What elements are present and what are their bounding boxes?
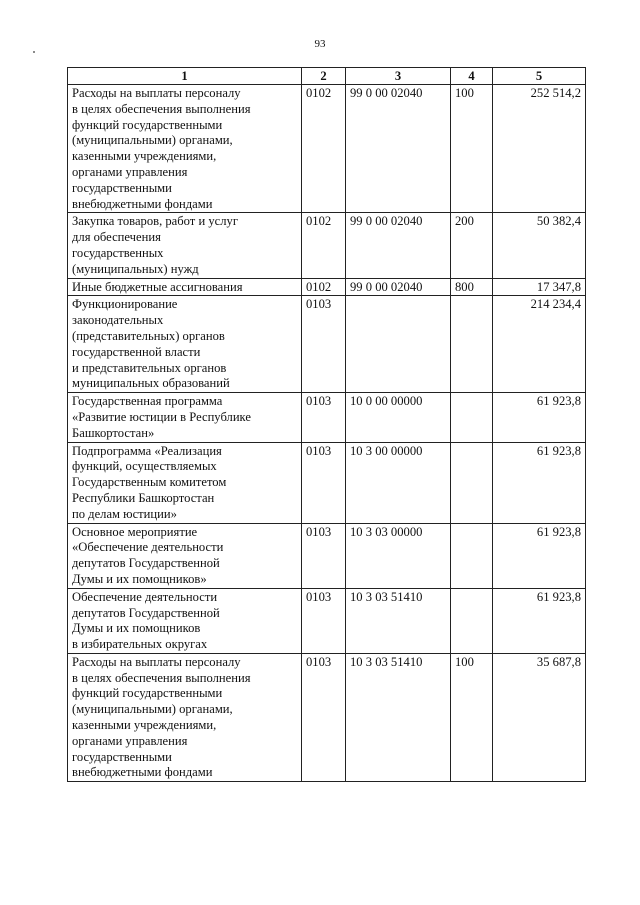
page-number: 93 — [314, 38, 326, 50]
row-target-code: 10 3 03 00000 — [346, 523, 451, 588]
row-section-code: 0102 — [302, 213, 346, 278]
table-row — [68, 523, 586, 588]
row-name: Подпрограмма «Реализация функций, осуществляемых Государственным комитетом Республики Башкортостан по делам юстиции» — [68, 442, 302, 523]
row-section-code: 0103 — [302, 588, 346, 653]
row-expense-kind: 800 — [451, 278, 493, 296]
header-row — [68, 68, 586, 85]
row-name: Обеспечение деятельности депутатов Государственной Думы и их помощников в избирательных округах — [68, 588, 302, 653]
row-section-code: 0102 — [302, 85, 346, 213]
row-name: Расходы на выплаты персоналу в целях обеспечения выполнения функций государственными (муниципальными) органами, казенными учреждениями, органами управления государственными внебюджетными фондами — [68, 653, 302, 781]
header-col-5: 5 — [493, 68, 586, 85]
table-row — [68, 442, 586, 523]
row-section-code: 0103 — [302, 523, 346, 588]
table-row — [68, 588, 586, 653]
row-target-code — [346, 296, 451, 393]
row-target-code: 10 0 00 00000 — [346, 393, 451, 442]
row-section-code: 0103 — [302, 653, 346, 781]
header-col-4: 4 — [451, 68, 493, 85]
row-expense-kind — [451, 523, 493, 588]
row-name: Основное мероприятие «Обеспечение деятельности депутатов Государственной Думы и их помощников» — [68, 523, 302, 588]
row-target-code: 10 3 03 51410 — [346, 653, 451, 781]
row-target-code: 99 0 00 02040 — [346, 85, 451, 213]
row-expense-kind — [451, 393, 493, 442]
table-row — [68, 296, 586, 393]
row-target-code: 99 0 00 02040 — [346, 213, 451, 278]
row-expense-kind — [451, 442, 493, 523]
row-amount: 35 687,8 — [493, 653, 586, 781]
row-name: Иные бюджетные ассигнования — [68, 278, 302, 296]
row-target-code: 10 3 00 00000 — [346, 442, 451, 523]
row-expense-kind: 200 — [451, 213, 493, 278]
row-amount: 214 234,4 — [493, 296, 586, 393]
row-section-code: 0103 — [302, 442, 346, 523]
row-target-code: 10 3 03 51410 — [346, 588, 451, 653]
row-amount: 61 923,8 — [493, 442, 586, 523]
row-expense-kind: 100 — [451, 85, 493, 213]
table-row — [68, 393, 586, 442]
budget-table — [67, 67, 586, 782]
header-col-1: 1 — [68, 68, 302, 85]
table-row — [68, 653, 586, 781]
scan-speck — [33, 51, 35, 53]
row-amount: 61 923,8 — [493, 523, 586, 588]
table-row — [68, 278, 586, 296]
row-name: Закупка товаров, работ и услуг для обеспечения государственных (муниципальных) нужд — [68, 213, 302, 278]
row-name: Функционирование законодательных (представительных) органов государственной власти и представительных органов муниципальных образований — [68, 296, 302, 393]
table-row — [68, 85, 586, 213]
row-expense-kind — [451, 296, 493, 393]
row-expense-kind: 100 — [451, 653, 493, 781]
row-section-code: 0102 — [302, 278, 346, 296]
header-col-2: 2 — [302, 68, 346, 85]
row-target-code: 99 0 00 02040 — [346, 278, 451, 296]
row-section-code: 0103 — [302, 296, 346, 393]
row-amount: 50 382,4 — [493, 213, 586, 278]
row-section-code: 0103 — [302, 393, 346, 442]
row-name: Государственная программа «Развитие юстиции в Республике Башкортостан» — [68, 393, 302, 442]
row-name: Расходы на выплаты персоналу в целях обеспечения выполнения функций государственными (муниципальными) органами, казенными учреждениями, органами управления государственными внебюджетными фондами — [68, 85, 302, 213]
row-amount: 61 923,8 — [493, 588, 586, 653]
row-amount: 252 514,2 — [493, 85, 586, 213]
row-expense-kind — [451, 588, 493, 653]
table-row — [68, 213, 586, 278]
row-amount: 61 923,8 — [493, 393, 586, 442]
row-amount: 17 347,8 — [493, 278, 586, 296]
header-col-3: 3 — [346, 68, 451, 85]
